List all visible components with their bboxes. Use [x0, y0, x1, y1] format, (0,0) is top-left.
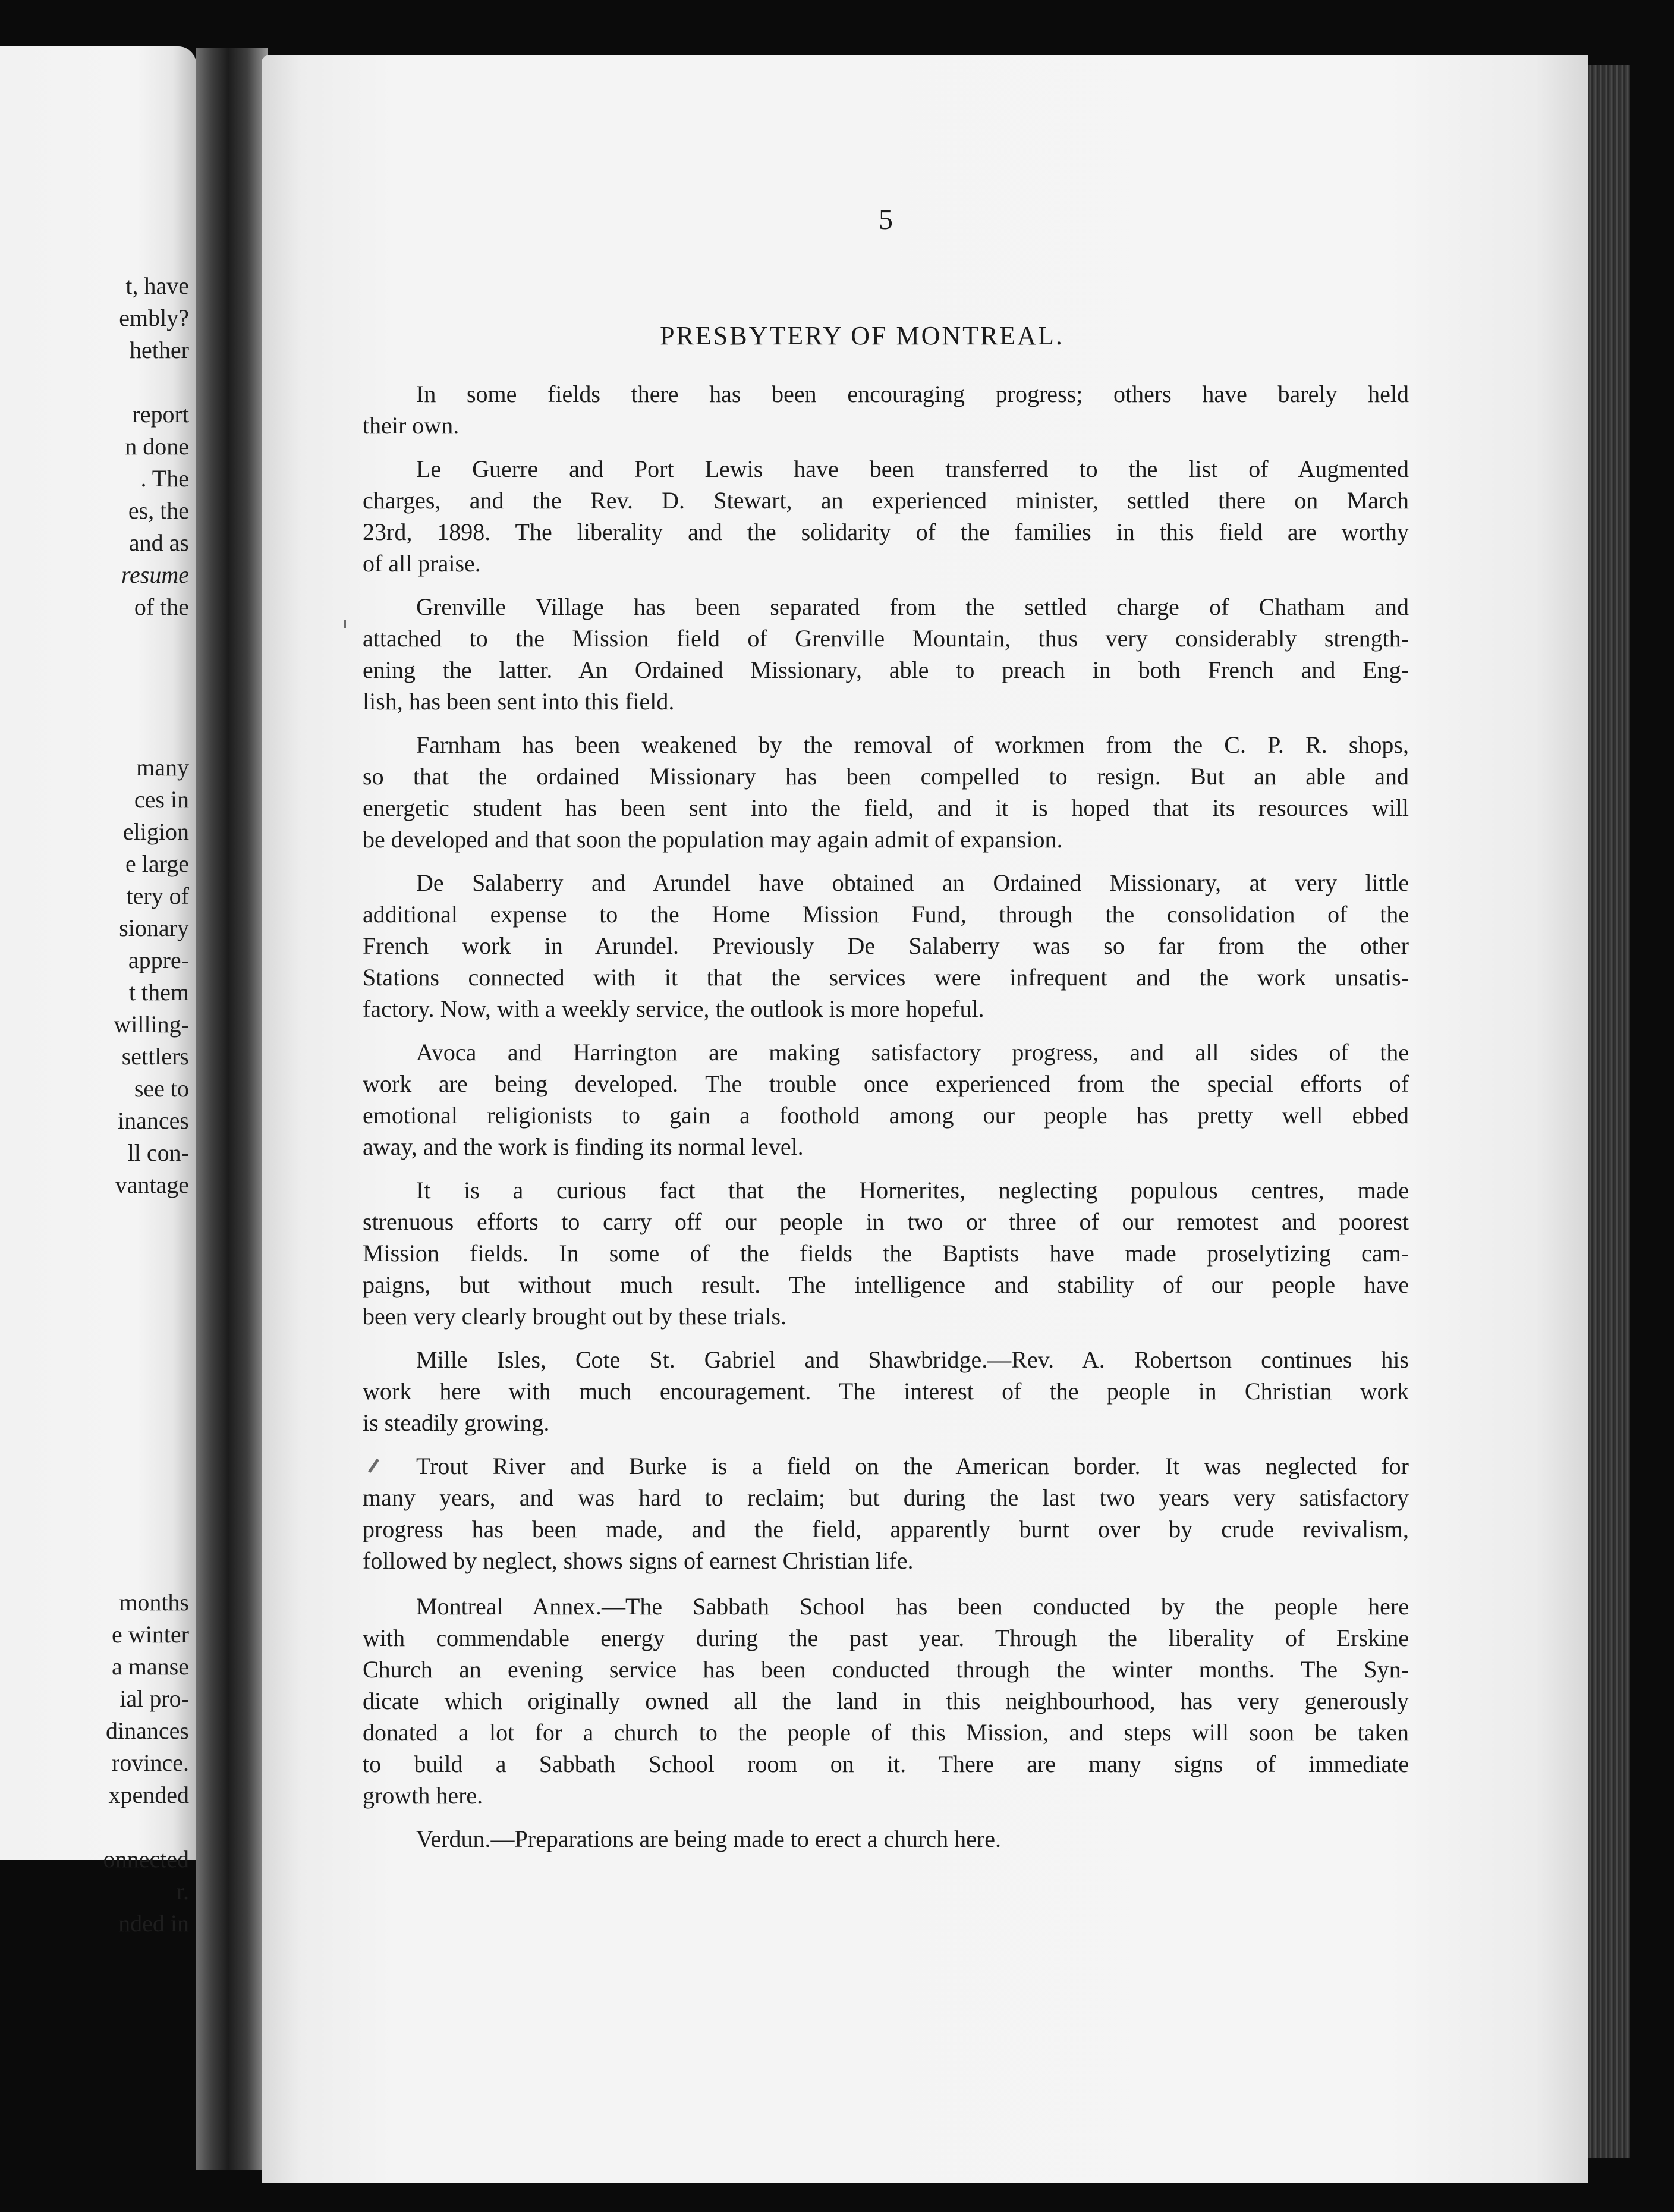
paragraph — [363, 591, 1409, 717]
previous-page-line — [0, 655, 189, 687]
previous-page-line: many — [136, 754, 189, 781]
previous-page-line — [0, 1233, 189, 1265]
page-body — [363, 378, 1409, 1867]
previous-page-line — [0, 719, 189, 752]
paragraph — [363, 1174, 1409, 1332]
text-line: Grenville Village has been separated from the settled charge of Chatham and — [416, 593, 1409, 620]
previous-page-line: ll con- — [127, 1139, 189, 1166]
paragraph — [363, 729, 1409, 855]
paragraph — [363, 378, 1409, 441]
paragraph — [363, 1344, 1409, 1438]
previous-page-line: dinances — [106, 1717, 189, 1744]
text-line: with commendable energy during the past year. Through the liberality of Erskine — [363, 1625, 1409, 1651]
text-line: growth here. — [363, 1782, 483, 1809]
previous-page-line: see to — [134, 1075, 189, 1102]
text-line: factory. Now, with a weekly service, the outlook is more hopeful. — [363, 995, 984, 1022]
text-line: followed by neglect, shows signs of earnest Christian life. — [363, 1547, 914, 1574]
text-line: Avoca and Harrington are making satisfactory progress, and all sides of the — [416, 1039, 1409, 1066]
page-number: 5 — [879, 204, 893, 235]
text-line: work are being developed. The trouble once experienced from the special efforts of — [363, 1070, 1409, 1097]
text-line: Mille Isles, Cote St. Gabriel and Shawbridge.—Rev. A. Robertson continues his — [416, 1346, 1409, 1373]
previous-page-line — [0, 1362, 189, 1394]
text-line: progress has been made, and the field, apparently burnt over by crude revivalism, — [363, 1516, 1409, 1542]
previous-page-line: tery of — [126, 882, 189, 909]
previous-page-line: t, have — [125, 272, 189, 299]
text-line: dicate which originally owned all the land in this neighbourhood, has very generously — [363, 1688, 1409, 1714]
previous-page-line — [0, 1265, 189, 1297]
previous-page-text — [0, 270, 189, 1940]
previous-page-line — [0, 366, 189, 398]
paragraph — [363, 1036, 1409, 1162]
text-line: Montreal Annex.—The Sabbath School has been conducted by the people here — [416, 1593, 1409, 1620]
text-line: donated a lot for a church to the people of this Mission, and steps will soon be taken — [363, 1719, 1409, 1746]
previous-page-line: nded in — [118, 1910, 189, 1937]
previous-page-line: and as — [128, 529, 189, 556]
previous-page-line — [0, 1394, 189, 1426]
previous-page-line: rovince. — [112, 1749, 189, 1776]
previous-page-line: e large — [125, 850, 189, 877]
previous-page-line — [0, 1330, 189, 1362]
text-line: emotional religionists to gain a foothold among our people has pretty well ebbed — [363, 1102, 1409, 1129]
previous-page-line — [0, 1490, 189, 1522]
previous-page-line: appre- — [128, 947, 189, 973]
text-line: of all praise. — [363, 550, 481, 577]
previous-page-line: xpended — [108, 1781, 189, 1808]
previous-page-line: months — [119, 1589, 189, 1616]
page-heading: PRESBYTERY OF MONTREAL. — [660, 321, 1064, 350]
previous-page-line — [0, 1201, 189, 1233]
previous-page-line: embly? — [119, 304, 189, 331]
previous-page-line: onnected — [103, 1846, 189, 1872]
previous-page-line: ces in — [134, 786, 189, 813]
text-line: many years, and was hard to reclaim; but during the last two years very satisfactory — [363, 1484, 1409, 1511]
previous-page-line: a manse — [112, 1653, 189, 1680]
previous-page-line: of the — [134, 593, 189, 620]
previous-page-line — [0, 1811, 189, 1843]
previous-page-line — [0, 1458, 189, 1490]
previous-page-line: e winter — [112, 1621, 189, 1648]
previous-page-line: hether — [130, 337, 189, 363]
book-gutter-shadow — [196, 48, 268, 2170]
previous-page-line: eligion — [122, 818, 189, 845]
paragraph — [363, 1823, 1409, 1855]
text-line: charges, and the Rev. D. Stewart, an experienced minister, settled there on March — [363, 487, 1409, 514]
text-line: Le Guerre and Port Lewis have been transferred to the list of Augmented — [416, 455, 1409, 482]
previous-page-line: n done — [125, 433, 189, 460]
text-line: be developed and that soon the population may again admit of expansion. — [363, 826, 1063, 853]
text-line: been very clearly brought out by these trials. — [363, 1303, 787, 1330]
previous-page-line — [0, 1522, 189, 1554]
text-line: away, and the work is finding its normal level. — [363, 1133, 804, 1160]
text-line: ening the latter. An Ordained Missionary, able to preach in both French and Eng- — [363, 656, 1409, 683]
previous-page-line — [0, 1554, 189, 1586]
text-line: is steadily growing. — [363, 1409, 550, 1436]
text-line: Mission fields. In some of the fields the Baptists have made proselytizing cam- — [363, 1240, 1409, 1267]
previous-page-line: report — [132, 401, 189, 428]
previous-page-line — [0, 687, 189, 719]
page-edge-stack — [1588, 65, 1630, 2158]
text-line: De Salaberry and Arundel have obtained an Ordained Missionary, at very little — [416, 869, 1409, 896]
previous-page-line — [0, 1426, 189, 1458]
previous-page-line: . The — [140, 465, 189, 492]
paragraph — [363, 867, 1409, 1025]
previous-page-line: settlers — [121, 1043, 189, 1070]
paragraph — [363, 1450, 1409, 1576]
text-line: Verdun.—Preparations are being made to erect a church here. — [416, 1825, 1002, 1852]
text-line: 23rd, 1898. The liberality and the solidarity of the families in this field are worthy — [363, 519, 1409, 545]
paragraph — [363, 1591, 1409, 1811]
text-line: Stations connected with it that the services were infrequent and the work unsatis- — [363, 964, 1409, 991]
text-line: energetic student has been sent into the field, and it is hoped that its resources will — [363, 794, 1409, 821]
text-line: additional expense to the Home Mission Fund, through the consolidation of the — [363, 901, 1409, 928]
text-line: so that the ordained Missionary has been compelled to resign. But an able and — [363, 763, 1409, 790]
ink-mark — [344, 620, 346, 628]
text-line: In some fields there has been encouraging progress; others have barely held — [416, 381, 1409, 407]
previous-page-line: vantage — [115, 1171, 189, 1198]
text-line: strenuous efforts to carry off our people in two or three of our remotest and poorest — [363, 1208, 1409, 1235]
text-line: Church an evening service has been conducted through the winter months. The Syn- — [363, 1656, 1409, 1683]
text-line: to build a Sabbath School room on it. There are many signs of immediate — [363, 1751, 1409, 1777]
text-line: attached to the Mission field of Grenville Mountain, thus very considerably strength- — [363, 625, 1409, 652]
text-line: work here with much encouragement. The interest of the people in Christian work — [363, 1378, 1409, 1405]
previous-page-line: t them — [128, 979, 189, 1006]
text-line: It is a curious fact that the Hornerites, neglecting populous centres, made — [416, 1177, 1409, 1204]
text-line: Trout River and Burke is a field on the American border. It was neglected for — [416, 1453, 1409, 1479]
text-line: French work in Arundel. Previously De Salaberry was so far from the other — [363, 932, 1409, 959]
text-line: Farnham has been weakened by the removal of workmen from the C. P. R. shops, — [416, 731, 1409, 758]
previous-page-line — [0, 623, 189, 655]
previous-page-line: willing- — [114, 1011, 189, 1038]
text-line: lish, has been sent into this field. — [363, 688, 675, 715]
previous-page-line — [0, 1297, 189, 1330]
previous-page-fragment — [0, 46, 196, 1937]
text-line: their own. — [363, 412, 460, 439]
previous-page-line: sionary — [119, 915, 189, 941]
previous-page-line: inances — [118, 1107, 189, 1134]
text-line: paigns, but without much result. The intelligence and stability of our people have — [363, 1271, 1409, 1298]
paragraph — [363, 453, 1409, 579]
previous-page-line: r. — [176, 1878, 189, 1905]
previous-page-line: es, the — [128, 497, 189, 524]
previous-page-line: ial pro- — [119, 1685, 189, 1712]
previous-page-line: resume — [121, 561, 189, 588]
